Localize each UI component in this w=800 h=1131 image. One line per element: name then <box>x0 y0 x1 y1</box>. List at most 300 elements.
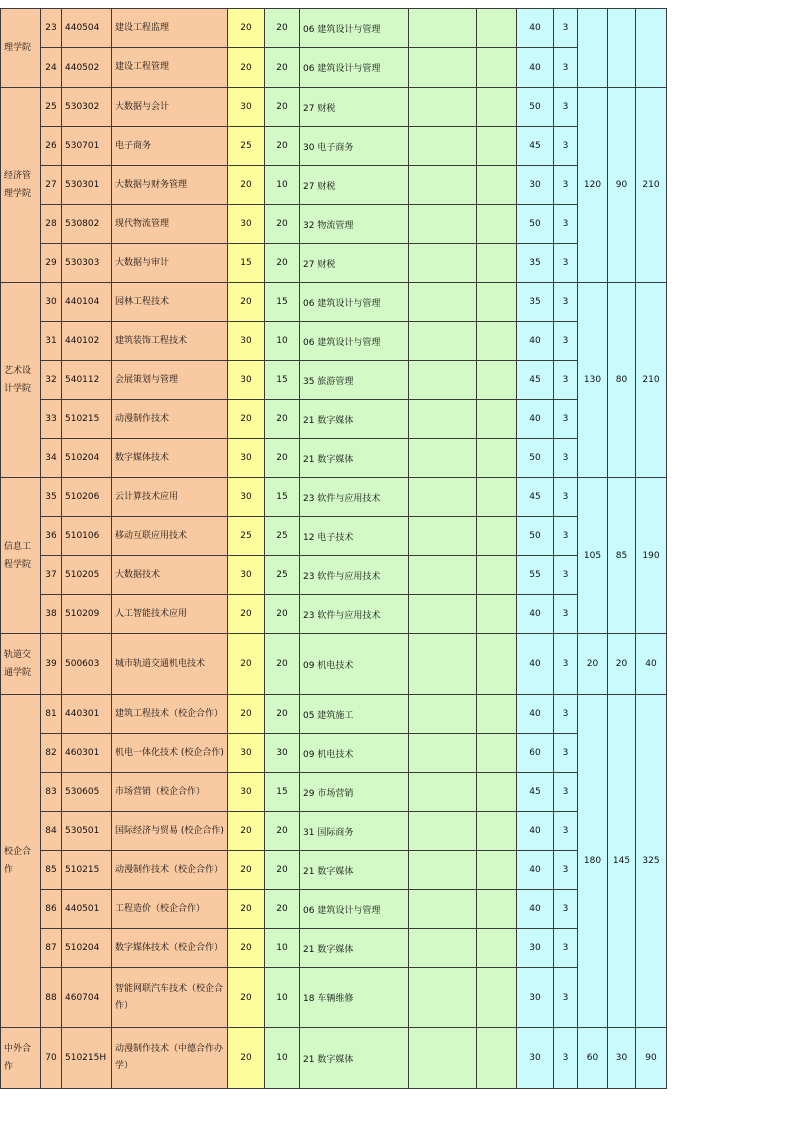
quota-b-cell: 10 <box>265 322 300 361</box>
seq-cell: 39 <box>41 634 62 695</box>
years-cell: 3 <box>554 322 578 361</box>
major-name-cell: 大数据与会计 <box>112 88 228 127</box>
seq-cell: 37 <box>41 556 62 595</box>
quota-a-cell: 15 <box>228 244 265 283</box>
empty-cell <box>477 48 517 88</box>
total-cell: 40 <box>517 9 554 48</box>
major-name-cell: 大数据与财务管理 <box>112 166 228 205</box>
major-name-cell: 会展策划与管理 <box>112 361 228 400</box>
quota-a-cell: 30 <box>228 556 265 595</box>
major-name-cell: 现代物流管理 <box>112 205 228 244</box>
major-name-cell: 电子商务 <box>112 127 228 166</box>
category-cell: 30 电子商务 <box>300 127 409 166</box>
code-cell: 510215 <box>62 851 112 890</box>
years-cell: 3 <box>554 595 578 634</box>
major-name-cell: 机电一体化技术 (校企合作) <box>112 734 228 773</box>
seq-cell: 29 <box>41 244 62 283</box>
enrollment-table <box>0 8 667 1089</box>
major-name-cell: 动漫制作技术（校企合作） <box>112 851 228 890</box>
major-name-cell: 建筑工程技术（校企合作） <box>112 695 228 734</box>
seq-cell: 30 <box>41 283 62 322</box>
quota-a-cell: 20 <box>228 166 265 205</box>
category-cell: 21 数字媒体 <box>300 439 409 478</box>
code-cell: 530501 <box>62 812 112 851</box>
college-cell: 校企合作 <box>1 695 41 1028</box>
quota-b-cell: 20 <box>265 9 300 48</box>
years-cell: 3 <box>554 556 578 595</box>
empty-cell <box>477 929 517 968</box>
category-cell: 31 国际商务 <box>300 812 409 851</box>
quota-a-cell: 30 <box>228 322 265 361</box>
table-row <box>1 851 667 890</box>
years-cell: 3 <box>554 88 578 127</box>
quota-b-cell: 30 <box>265 734 300 773</box>
empty-cell <box>409 88 477 127</box>
table-row <box>1 773 667 812</box>
quota-a-cell: 20 <box>228 968 265 1028</box>
years-cell: 3 <box>554 929 578 968</box>
table-row <box>1 400 667 439</box>
group-sum-a-cell: 180 <box>578 695 608 1028</box>
group-sum-a-cell <box>578 9 608 88</box>
code-cell: 530802 <box>62 205 112 244</box>
total-cell: 40 <box>517 400 554 439</box>
total-cell: 55 <box>517 556 554 595</box>
total-cell: 30 <box>517 1028 554 1089</box>
empty-cell <box>409 9 477 48</box>
quota-b-cell: 20 <box>265 439 300 478</box>
group-sum-a-cell: 130 <box>578 283 608 478</box>
quota-a-cell: 20 <box>228 890 265 929</box>
code-cell: 530301 <box>62 166 112 205</box>
code-cell: 530302 <box>62 88 112 127</box>
empty-cell <box>477 595 517 634</box>
empty-cell <box>409 851 477 890</box>
empty-cell <box>409 773 477 812</box>
empty-cell <box>477 478 517 517</box>
years-cell: 3 <box>554 283 578 322</box>
empty-cell <box>477 890 517 929</box>
seq-cell: 87 <box>41 929 62 968</box>
group-sum-b-cell: 20 <box>608 634 636 695</box>
quota-b-cell: 20 <box>265 48 300 88</box>
empty-cell <box>477 322 517 361</box>
group-sum-total-cell: 40 <box>636 634 667 695</box>
code-cell: 440104 <box>62 283 112 322</box>
category-cell: 29 市场营销 <box>300 773 409 812</box>
table-row <box>1 595 667 634</box>
major-name-cell: 数字媒体技术 <box>112 439 228 478</box>
major-name-cell: 云计算技术应用 <box>112 478 228 517</box>
seq-cell: 34 <box>41 439 62 478</box>
quota-b-cell: 10 <box>265 968 300 1028</box>
seq-cell: 33 <box>41 400 62 439</box>
total-cell: 50 <box>517 439 554 478</box>
empty-cell <box>477 283 517 322</box>
empty-cell <box>409 929 477 968</box>
table-row <box>1 9 667 48</box>
quota-a-cell: 30 <box>228 734 265 773</box>
years-cell: 3 <box>554 968 578 1028</box>
table-row <box>1 695 667 734</box>
category-cell: 21 数字媒体 <box>300 851 409 890</box>
years-cell: 3 <box>554 244 578 283</box>
empty-cell <box>477 812 517 851</box>
total-cell: 40 <box>517 812 554 851</box>
empty-cell <box>409 556 477 595</box>
table-row <box>1 205 667 244</box>
quota-b-cell: 10 <box>265 929 300 968</box>
code-cell: 510204 <box>62 929 112 968</box>
quota-a-cell: 30 <box>228 478 265 517</box>
empty-cell <box>477 361 517 400</box>
empty-cell <box>409 439 477 478</box>
table-row <box>1 166 667 205</box>
total-cell: 50 <box>517 205 554 244</box>
empty-cell <box>477 734 517 773</box>
empty-cell <box>409 322 477 361</box>
table-row <box>1 968 667 1028</box>
quota-a-cell: 20 <box>228 9 265 48</box>
category-cell: 09 机电技术 <box>300 734 409 773</box>
total-cell: 40 <box>517 890 554 929</box>
group-sum-a-cell: 60 <box>578 1028 608 1089</box>
major-name-cell: 动漫制作技术 <box>112 400 228 439</box>
empty-cell <box>477 400 517 439</box>
quota-a-cell: 30 <box>228 439 265 478</box>
table-row <box>1 478 667 517</box>
quota-b-cell: 15 <box>265 361 300 400</box>
category-cell: 05 建筑施工 <box>300 695 409 734</box>
quota-a-cell: 20 <box>228 1028 265 1089</box>
empty-cell <box>409 634 477 695</box>
category-cell: 12 电子技术 <box>300 517 409 556</box>
years-cell: 3 <box>554 205 578 244</box>
empty-cell <box>477 517 517 556</box>
code-cell: 510204 <box>62 439 112 478</box>
table-body <box>1 9 667 1089</box>
empty-cell <box>409 283 477 322</box>
category-cell: 21 数字媒体 <box>300 929 409 968</box>
total-cell: 50 <box>517 88 554 127</box>
years-cell: 3 <box>554 851 578 890</box>
category-cell: 23 软件与应用技术 <box>300 478 409 517</box>
code-cell: 530605 <box>62 773 112 812</box>
total-cell: 35 <box>517 283 554 322</box>
college-cell: 理学院 <box>1 9 41 88</box>
major-name-cell: 城市轨道交通机电技术 <box>112 634 228 695</box>
code-cell: 540112 <box>62 361 112 400</box>
table-row <box>1 929 667 968</box>
seq-cell: 86 <box>41 890 62 929</box>
years-cell: 3 <box>554 634 578 695</box>
category-cell: 06 建筑设计与管理 <box>300 48 409 88</box>
category-cell: 18 车辆维修 <box>300 968 409 1028</box>
code-cell: 530701 <box>62 127 112 166</box>
code-cell: 460704 <box>62 968 112 1028</box>
quota-a-cell: 30 <box>228 773 265 812</box>
table-row <box>1 556 667 595</box>
code-cell: 530303 <box>62 244 112 283</box>
seq-cell: 25 <box>41 88 62 127</box>
empty-cell <box>477 244 517 283</box>
years-cell: 3 <box>554 361 578 400</box>
total-cell: 50 <box>517 517 554 556</box>
quota-b-cell: 20 <box>265 88 300 127</box>
category-cell: 32 物流管理 <box>300 205 409 244</box>
group-sum-b-cell: 145 <box>608 695 636 1028</box>
years-cell: 3 <box>554 695 578 734</box>
seq-cell: 23 <box>41 9 62 48</box>
total-cell: 45 <box>517 361 554 400</box>
empty-cell <box>409 127 477 166</box>
code-cell: 510205 <box>62 556 112 595</box>
empty-cell <box>409 1028 477 1089</box>
group-sum-total-cell: 190 <box>636 478 667 634</box>
empty-cell <box>409 734 477 773</box>
seq-cell: 38 <box>41 595 62 634</box>
group-sum-b-cell: 90 <box>608 88 636 283</box>
quota-b-cell: 20 <box>265 890 300 929</box>
total-cell: 45 <box>517 773 554 812</box>
table-row <box>1 244 667 283</box>
total-cell: 40 <box>517 322 554 361</box>
empty-cell <box>409 812 477 851</box>
empty-cell <box>477 968 517 1028</box>
years-cell: 3 <box>554 478 578 517</box>
quota-a-cell: 20 <box>228 929 265 968</box>
empty-cell <box>409 400 477 439</box>
years-cell: 3 <box>554 812 578 851</box>
group-sum-total-cell: 90 <box>636 1028 667 1089</box>
code-cell: 440102 <box>62 322 112 361</box>
seq-cell: 85 <box>41 851 62 890</box>
empty-cell <box>409 361 477 400</box>
seq-cell: 81 <box>41 695 62 734</box>
quota-a-cell: 20 <box>228 400 265 439</box>
table-row <box>1 361 667 400</box>
quota-a-cell: 20 <box>228 695 265 734</box>
empty-cell <box>477 634 517 695</box>
total-cell: 40 <box>517 48 554 88</box>
category-cell: 06 建筑设计与管理 <box>300 890 409 929</box>
quota-b-cell: 20 <box>265 205 300 244</box>
quota-a-cell: 25 <box>228 127 265 166</box>
empty-cell <box>409 890 477 929</box>
empty-cell <box>409 244 477 283</box>
major-name-cell: 市场营销（校企合作） <box>112 773 228 812</box>
group-sum-a-cell: 20 <box>578 634 608 695</box>
empty-cell <box>477 851 517 890</box>
category-cell: 06 建筑设计与管理 <box>300 283 409 322</box>
seq-cell: 36 <box>41 517 62 556</box>
major-name-cell: 建设工程监理 <box>112 9 228 48</box>
quota-a-cell: 20 <box>228 595 265 634</box>
major-name-cell: 人工智能技术应用 <box>112 595 228 634</box>
table-row <box>1 322 667 361</box>
empty-cell <box>409 166 477 205</box>
quota-b-cell: 15 <box>265 283 300 322</box>
college-cell: 中外合作 <box>1 1028 41 1089</box>
empty-cell <box>409 205 477 244</box>
major-name-cell: 园林工程技术 <box>112 283 228 322</box>
group-sum-b-cell: 85 <box>608 478 636 634</box>
table-row <box>1 890 667 929</box>
group-sum-total-cell: 210 <box>636 283 667 478</box>
years-cell: 3 <box>554 400 578 439</box>
group-sum-total-cell <box>636 9 667 88</box>
quota-a-cell: 30 <box>228 88 265 127</box>
group-sum-b-cell: 30 <box>608 1028 636 1089</box>
category-cell: 21 数字媒体 <box>300 1028 409 1089</box>
quota-b-cell: 25 <box>265 517 300 556</box>
category-cell: 27 财税 <box>300 88 409 127</box>
code-cell: 510215H <box>62 1028 112 1089</box>
quota-b-cell: 20 <box>265 695 300 734</box>
major-name-cell: 动漫制作技术（中德合作办学） <box>112 1028 228 1089</box>
empty-cell <box>409 48 477 88</box>
table-row <box>1 634 667 695</box>
table-row <box>1 88 667 127</box>
category-cell: 27 财税 <box>300 244 409 283</box>
years-cell: 3 <box>554 890 578 929</box>
code-cell: 510106 <box>62 517 112 556</box>
total-cell: 45 <box>517 127 554 166</box>
quota-b-cell: 15 <box>265 773 300 812</box>
empty-cell <box>477 439 517 478</box>
seq-cell: 88 <box>41 968 62 1028</box>
category-cell: 27 财税 <box>300 166 409 205</box>
category-cell: 06 建筑设计与管理 <box>300 9 409 48</box>
years-cell: 3 <box>554 166 578 205</box>
seq-cell: 28 <box>41 205 62 244</box>
empty-cell <box>409 517 477 556</box>
empty-cell <box>409 595 477 634</box>
total-cell: 45 <box>517 478 554 517</box>
quota-a-cell: 25 <box>228 517 265 556</box>
seq-cell: 84 <box>41 812 62 851</box>
major-name-cell: 大数据技术 <box>112 556 228 595</box>
college-cell: 艺术设计学院 <box>1 283 41 478</box>
major-name-cell: 国际经济与贸易 (校企合作) <box>112 812 228 851</box>
code-cell: 510206 <box>62 478 112 517</box>
empty-cell <box>477 1028 517 1089</box>
total-cell: 30 <box>517 968 554 1028</box>
quota-b-cell: 20 <box>265 400 300 439</box>
seq-cell: 31 <box>41 322 62 361</box>
code-cell: 460301 <box>62 734 112 773</box>
table-row <box>1 734 667 773</box>
code-cell: 440501 <box>62 890 112 929</box>
seq-cell: 35 <box>41 478 62 517</box>
table-row <box>1 127 667 166</box>
quota-b-cell: 25 <box>265 556 300 595</box>
quota-a-cell: 20 <box>228 851 265 890</box>
empty-cell <box>409 478 477 517</box>
category-cell: 09 机电技术 <box>300 634 409 695</box>
major-name-cell: 移动互联应用技术 <box>112 517 228 556</box>
major-name-cell: 智能网联汽车技术（校企合作） <box>112 968 228 1028</box>
empty-cell <box>477 9 517 48</box>
quota-b-cell: 20 <box>265 812 300 851</box>
category-cell: 35 旅游管理 <box>300 361 409 400</box>
code-cell: 510209 <box>62 595 112 634</box>
code-cell: 440502 <box>62 48 112 88</box>
empty-cell <box>477 166 517 205</box>
table-row <box>1 517 667 556</box>
quota-b-cell: 20 <box>265 127 300 166</box>
code-cell: 440504 <box>62 9 112 48</box>
seq-cell: 70 <box>41 1028 62 1089</box>
empty-cell <box>477 88 517 127</box>
quota-b-cell: 20 <box>265 634 300 695</box>
total-cell: 40 <box>517 595 554 634</box>
category-cell: 06 建筑设计与管理 <box>300 322 409 361</box>
total-cell: 40 <box>517 634 554 695</box>
table-row <box>1 812 667 851</box>
code-cell: 500603 <box>62 634 112 695</box>
group-sum-total-cell: 210 <box>636 88 667 283</box>
seq-cell: 82 <box>41 734 62 773</box>
major-name-cell: 建筑装饰工程技术 <box>112 322 228 361</box>
major-name-cell: 工程造价（校企合作） <box>112 890 228 929</box>
empty-cell <box>477 773 517 812</box>
group-sum-a-cell: 105 <box>578 478 608 634</box>
quota-a-cell: 20 <box>228 283 265 322</box>
seq-cell: 83 <box>41 773 62 812</box>
empty-cell <box>477 205 517 244</box>
years-cell: 3 <box>554 734 578 773</box>
empty-cell <box>409 695 477 734</box>
quota-a-cell: 30 <box>228 361 265 400</box>
quota-a-cell: 20 <box>228 48 265 88</box>
group-sum-b-cell: 80 <box>608 283 636 478</box>
empty-cell <box>477 695 517 734</box>
total-cell: 30 <box>517 166 554 205</box>
group-sum-a-cell: 120 <box>578 88 608 283</box>
table-row <box>1 283 667 322</box>
empty-cell <box>477 556 517 595</box>
quota-a-cell: 30 <box>228 205 265 244</box>
quota-b-cell: 20 <box>265 244 300 283</box>
quota-b-cell: 20 <box>265 595 300 634</box>
total-cell: 40 <box>517 851 554 890</box>
empty-cell <box>477 127 517 166</box>
college-cell: 轨道交通学院 <box>1 634 41 695</box>
seq-cell: 32 <box>41 361 62 400</box>
group-sum-total-cell: 325 <box>636 695 667 1028</box>
years-cell: 3 <box>554 9 578 48</box>
years-cell: 3 <box>554 773 578 812</box>
empty-cell <box>409 968 477 1028</box>
quota-a-cell: 20 <box>228 634 265 695</box>
table-row <box>1 48 667 88</box>
years-cell: 3 <box>554 517 578 556</box>
years-cell: 3 <box>554 439 578 478</box>
quota-b-cell: 10 <box>265 1028 300 1089</box>
seq-cell: 24 <box>41 48 62 88</box>
major-name-cell: 大数据与审计 <box>112 244 228 283</box>
years-cell: 3 <box>554 1028 578 1089</box>
quota-b-cell: 20 <box>265 851 300 890</box>
quota-a-cell: 20 <box>228 812 265 851</box>
quota-b-cell: 15 <box>265 478 300 517</box>
total-cell: 60 <box>517 734 554 773</box>
category-cell: 23 软件与应用技术 <box>300 595 409 634</box>
table-row <box>1 1028 667 1089</box>
major-name-cell: 数字媒体技术（校企合作） <box>112 929 228 968</box>
total-cell: 40 <box>517 695 554 734</box>
